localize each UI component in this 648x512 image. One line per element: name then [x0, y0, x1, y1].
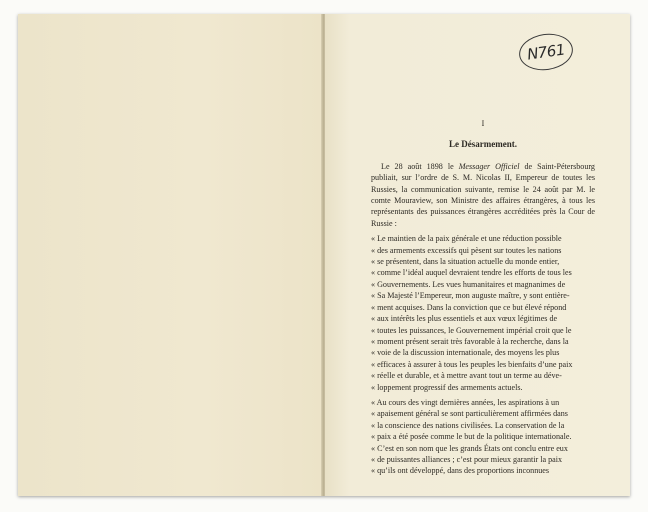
quote-line: « moment présent serait très favorable à la recherche, dans la [371, 336, 569, 346]
page-text [371, 118, 595, 477]
quote-line: « Au cours des vingt dernières années, les aspirations à un [371, 397, 560, 407]
right-page [325, 14, 630, 496]
stamp-text: N761 [525, 40, 566, 64]
quote-line: « Gouvernements. Les vues humanitaires et magnanimes de [371, 279, 566, 289]
quote-line: « de puissantes alliances ; c’est pour mieux garantir la paix [371, 454, 563, 464]
quote-line: « la conscience des nations civilisées. La conservation de la [371, 420, 565, 430]
quote-paragraph-1 [371, 233, 595, 393]
left-page [18, 14, 323, 496]
handwritten-stamp [517, 30, 575, 73]
quote-line: « C’est en son nom que les grands États ont conclu entre eux [371, 443, 568, 453]
quote-line: « loppement progressif des armements actuels. [371, 382, 523, 392]
quote-line: « comme l’idéal auquel devraient tendre les efforts de tous les [371, 268, 572, 278]
quote-line: « efficaces à assurer à tous les peuples les bienfaits d’une paix [371, 359, 573, 369]
quote-line: « ment acquises. Dans la conviction que ce but élevé répond [371, 302, 567, 312]
chapter-title: Le Désarmement. [449, 139, 517, 150]
quote-line: « apaisement général se sont particulièrement affirmées dans [371, 409, 568, 419]
quote-paragraph-2 [371, 397, 595, 477]
quote-line: « toutes les puissances, le Gouvernement impérial croit que le [371, 325, 572, 335]
chapter-number: I [481, 119, 485, 128]
quote-line: « voie de la discussion internationale, des moyens les plus [371, 348, 560, 358]
quote-line: « des armements excessifs qui pèsent sur toutes les nations [371, 245, 562, 255]
intro-text-b: de Saint-Pétersbourg publiait, sur l’ordre de S. M. Nicolas II, Empereur de toutes les Russies, la communication suivante, remise le 24 août par M. le comte Mouraview, son Ministre des affaires étrangères, à tous les représentants des puissances étrangères accréditées près la Cour de Russie : [371, 161, 595, 228]
quote-line: « paix a été posée comme le but de la politique internationale. [371, 432, 572, 442]
intro-paragraph [371, 161, 595, 229]
quote-line: « qu’ils ont développé, dans des proportions inconnues [371, 466, 550, 476]
intro-text-a: Le 28 août 1898 le [381, 161, 459, 171]
quote-line: « Sa Majesté l’Empereur, mon auguste maître, y sont entière- [371, 291, 570, 301]
quote-line: « aux intérêts les plus essentiels et aux vœux légitimes de [371, 314, 558, 324]
open-book [18, 14, 630, 496]
intro-italic: Messager Officiel [458, 161, 520, 171]
quote-line: « Le maintien de la paix générale et une réduction possible [371, 234, 562, 244]
quote-line: « se présentent, dans la situation actuelle du monde entier, [371, 257, 560, 267]
quote-line: « réelle et durable, et à mettre avant tout un terme au déve- [371, 371, 562, 381]
